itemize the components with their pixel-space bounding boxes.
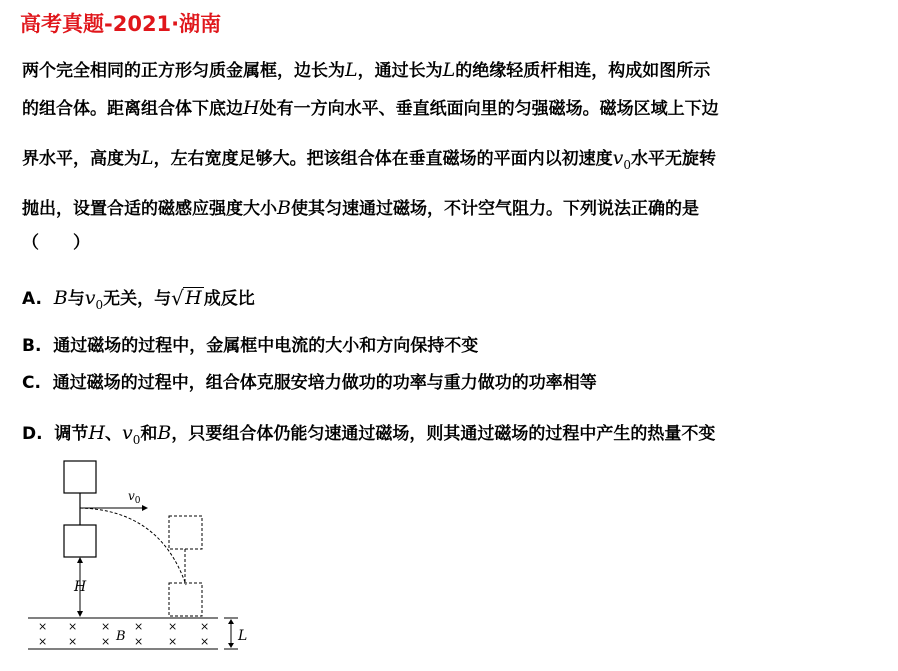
field-x-marker: × (38, 620, 48, 633)
field-x-marker: × (101, 620, 111, 633)
v0-label: $v_0$ (128, 489, 141, 506)
question-line-4: 抛出，设置合适的磁感应强度大小B使其匀速通过磁场，不计空气阻力。下列说法正确的是 (22, 197, 699, 219)
question-line-2: 的组合体。距离组合体下底边H处有一方向水平、垂直纸面向里的匀强磁场。磁场区域上下边 (22, 97, 719, 119)
field-x-marker: × (68, 620, 78, 633)
field-x-marker: × (134, 620, 144, 633)
field-x-marker: × (200, 620, 210, 633)
field-x-marker: × (101, 635, 111, 648)
answer-bracket: （ ） (22, 233, 90, 253)
field-x-marker: × (200, 635, 210, 648)
l-label: L (238, 628, 248, 644)
field-x-marker: × (68, 635, 78, 648)
question-line-1: 两个完全相同的正方形匀质金属框，边长为L，通过长为L的绝缘轻质杆相连，构成如图所示 (22, 59, 711, 81)
option-a[interactable]: A. B与$v_0$无关，与 √ H 成反比 (22, 286, 255, 312)
question-line-3: 界水平，高度为L，左右宽度足够大。把该组合体在垂直磁场的平面内以初速度$v_0$水平无旋转 (22, 147, 716, 172)
upper-metal-frame (64, 461, 96, 493)
field-x-marker: × (134, 635, 144, 648)
h-label: H (74, 579, 87, 595)
page-title: 高考真题-2021·湖南 (20, 12, 222, 36)
option-c[interactable]: C. 通过磁场的过程中，组合体克服安培力做功的功率与重力做功的功率相等 (22, 373, 597, 393)
dashed-upper-frame (169, 516, 202, 549)
dashed-lower-frame (169, 583, 202, 616)
sqrt-h: √ H (171, 286, 202, 310)
option-b[interactable]: B. 通过磁场的过程中，金属框中电流的大小和方向保持不变 (22, 336, 479, 356)
b-field-label: B (116, 629, 126, 644)
field-x-marker: × (38, 635, 48, 648)
field-x-marker: × (168, 620, 178, 633)
option-d[interactable]: D. 调节H、$v_0$和B，只要组合体仍能匀速通过磁场，则其通过磁场的过程中产生的热量不变 (22, 422, 716, 447)
field-x-marker: × (168, 635, 178, 648)
lower-metal-frame (64, 525, 96, 557)
